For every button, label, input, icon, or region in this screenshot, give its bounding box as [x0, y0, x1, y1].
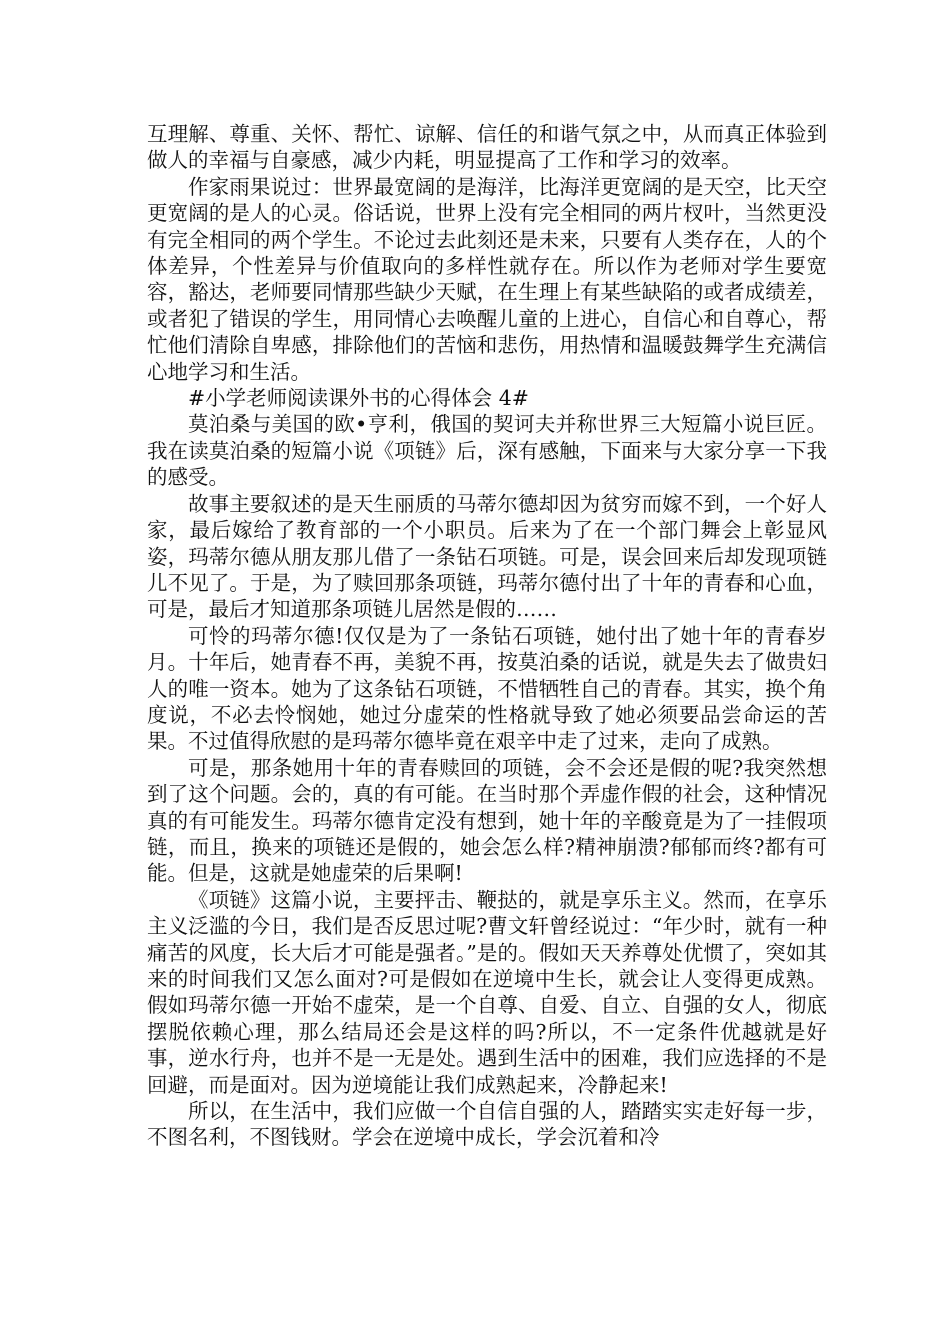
document-body [147, 121, 827, 1151]
paragraph-6: 可是，那条她用十年的青春赎回的项链，会不会还是假的呢?我突然想到了这个问题。会的，真的有可能。在当时那个弄虚作假的社会，这种情况真的有可能发生。玛蒂尔德肯定没有想到，她十年的辛酸竟是为了一挂假项链，而且，换来的项链还是假的，她会怎么样?精神崩溃?郁郁而终?都有可能。但是，这就是她虚荣的后果啊! [147, 755, 827, 886]
paragraph-8: 所以，在生活中，我们应做一个自信自强的人，踏踏实实走好每一步，不图名利，不图钱财。学会在逆境中成长，学会沉着和冷 [147, 1099, 827, 1150]
section-heading: #小学老师阅读课外书的心得体会 4# [188, 386, 529, 411]
paragraph-1: 互理解、尊重、关怀、帮忙、谅解、信任的和谐气氛之中，从而真正体验到做人的幸福与自豪感，减少内耗，明显提高了工作和学习的效率。 [147, 122, 827, 173]
paragraph-3: 莫泊桑与美国的欧•亨利，俄国的契诃夫并称世界三大短篇小说巨匠。我在读莫泊桑的短篇小说《项链》后，深有感触，下面来与大家分享一下我的感受。 [147, 412, 827, 490]
paragraph-4: 故事主要叙述的是天生丽质的马蒂尔德却因为贫穷而嫁不到，一个好人家，最后嫁给了教育部的一个小职员。后来为了在一个部门舞会上彰显风姿，玛蒂尔德从朋友那儿借了一条钻石项链。可是，误会回来后却发现项链儿不见了。于是，为了赎回那条项链，玛蒂尔德付出了十年的青春和心血，可是，最后才知道那条项链儿居然是假的…… [147, 491, 827, 622]
paragraph-2: 作家雨果说过：世界最宽阔的是海洋，比海洋更宽阔的是天空，比天空更宽阔的是人的心灵。俗话说，世界上没有完全相同的两片杈叶，当然更没有完全相同的两个学生。不论过去此刻还是未来，只要有人类存在，人的个体差异，个性差异与价值取向的多样性就存在。所以作为老师对学生要宽容，豁达，老师要同情那些缺少天赋，在生理上有某些缺陷的或者成绩差，或者犯了错误的学生，用同情心去唤醒儿童的上进心，自信心和自尊心，帮忙他们清除自卑感，排除他们的苦恼和悲伤，用热情和温暖鼓舞学生充满信心地学习和生活。 [147, 174, 827, 384]
paragraph-7: 《项链》这篇小说，主要抨击、鞭挞的，就是享乐主义。然而，在享乐主义泛滥的今日，我们是否反思过呢?曹文轩曾经说过：“年少时，就有一种痛苦的风度，长大后才可能是强者。”是的。假如天天养尊处优惯了，突如其来的时间我们又怎么面对?可是假如在逆境中生长，就会让人变得更成熟。假如玛蒂尔德一开始不虚荣，是一个自尊、自爱、自立、自强的女人，彻底摆脱依赖心理，那么结局还会是这样的吗?所以，不一定条件优越就是好事，逆水行舟，也并不是一无是处。遇到生活中的困难，我们应选择的不是回避，而是面对。因为逆境能让我们成熟起来，冷静起来! [147, 887, 827, 1097]
paragraph-5: 可怜的玛蒂尔德!仅仅是为了一条钻石项链，她付出了她十年的青春岁月。十年后，她青春不再，美貌不再，按莫泊桑的话说，就是失去了做贵妇人的唯一资本。她为了这条钻石项链，不惜牺牲自己的青春。其实，换个角度说，不必去怜悯她，她过分虚荣的性格就导致了她必须要品尝命运的苦果。不过值得欣慰的是玛蒂尔德毕竟在艰辛中走了过来，走向了成熟。 [147, 623, 827, 754]
